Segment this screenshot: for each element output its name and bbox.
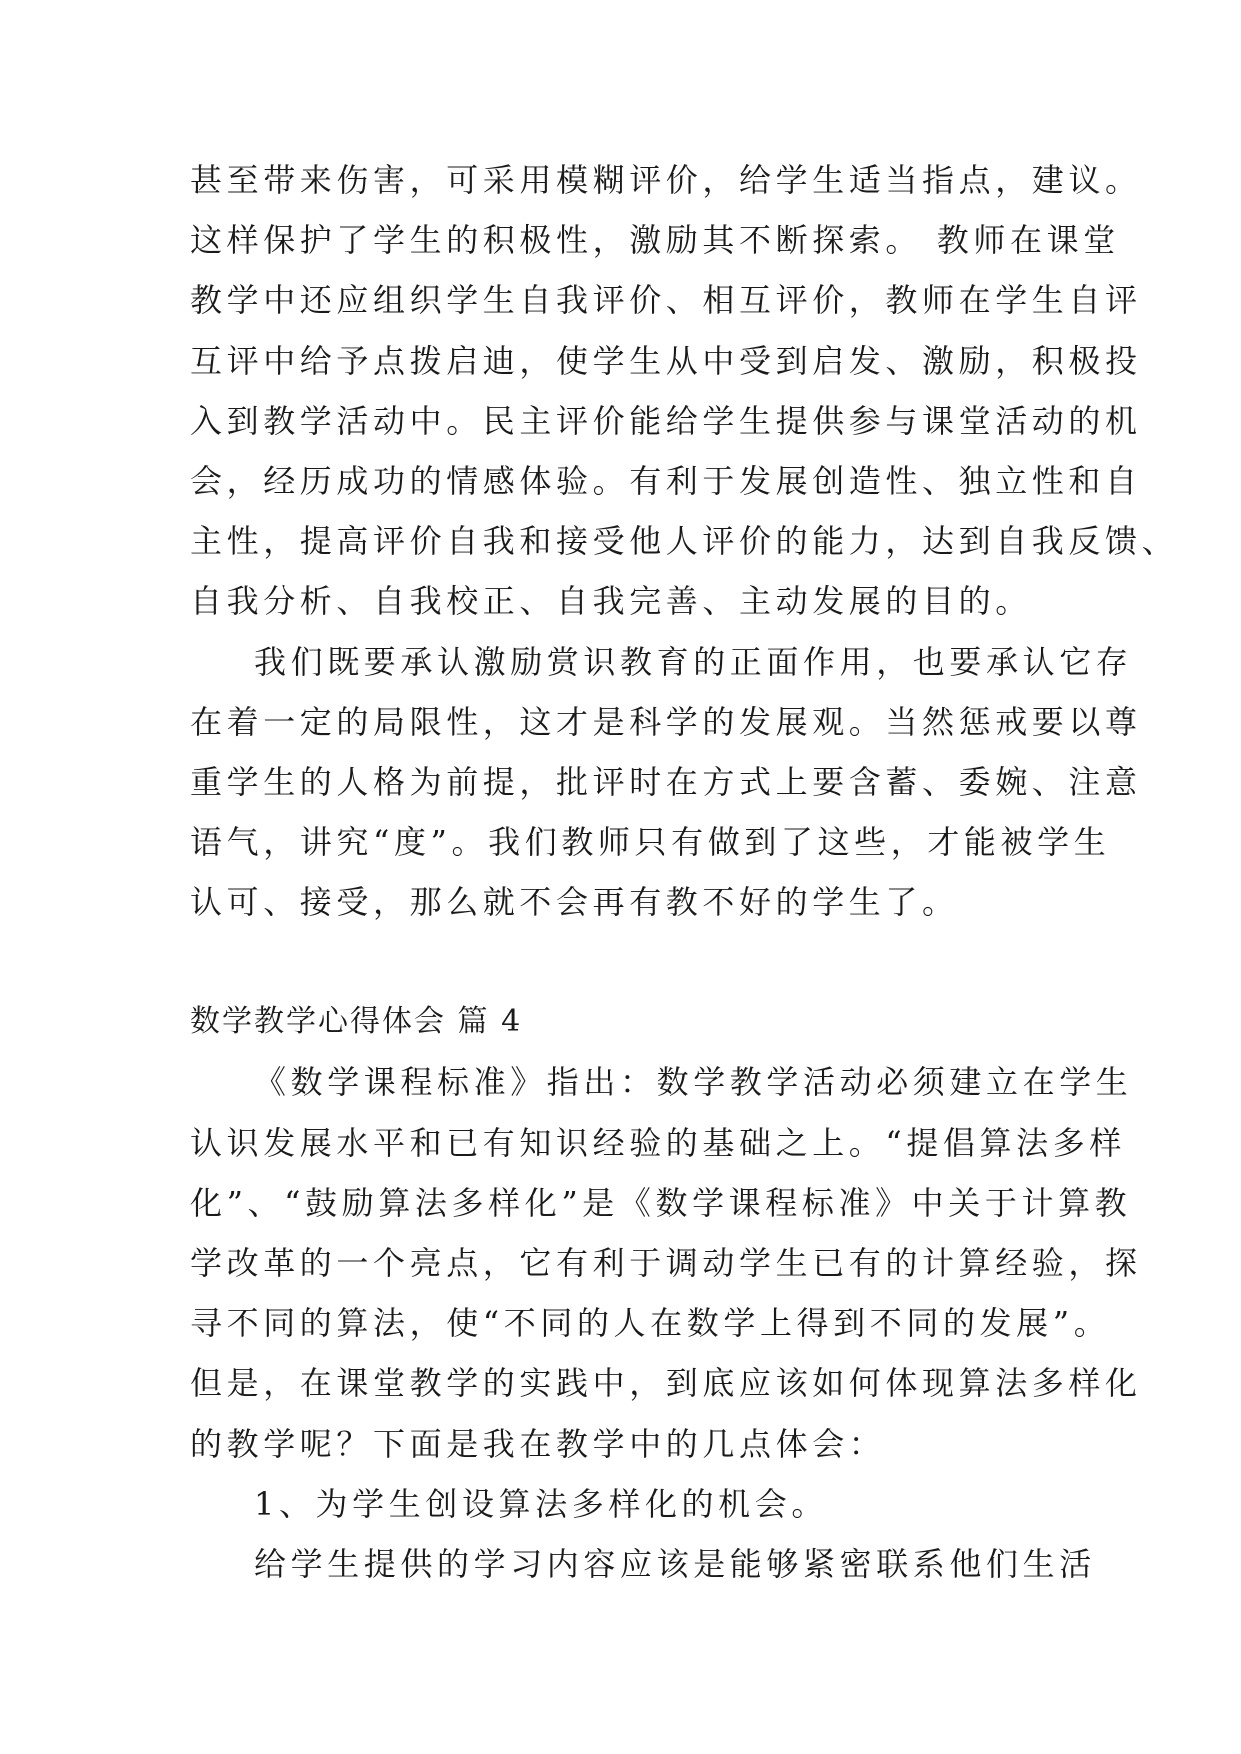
text-line: 互评中给予点拨启迪，使学生从中受到启发、激励，积极投: [190, 341, 1142, 380]
section-heading: 数学教学心得体会 篇 4: [190, 1004, 523, 1040]
text-line: 这样保护了学生的积极性，激励其不断探索。 教师在课堂: [190, 221, 1120, 260]
text-line: 甚至带来伤害，可采用模糊评价，给学生适当指点，建议。: [190, 161, 1142, 199]
text-line: 会，经历成功的情感体验。有利于发展创造性、独立性和自: [190, 461, 1142, 500]
paragraph-encouragement: [190, 632, 1142, 933]
text-line: 认识发展水平和已有知识经验的基础之上。“提倡算法多样: [190, 1123, 1126, 1162]
paragraph-curriculum-standard: [190, 1052, 1142, 1473]
text-line: 在着一定的局限性，这才是科学的发展观。当然惩戒要以尊: [190, 702, 1142, 741]
text-line: 教学中还应组织学生自我评价、相互评价，教师在学生自评: [190, 281, 1142, 320]
text-line: 的教学呢？下面是我在教学中的几点体会：: [190, 1424, 886, 1463]
paragraph-evaluation: [190, 150, 1179, 632]
text-line: 重学生的人格为前提，批评时在方式上要含蓄、委婉、注意: [190, 762, 1142, 801]
text-line: 学改革的一个亮点，它有利于调动学生已有的计算经验，探: [190, 1244, 1142, 1282]
text-line: 语气，讲究“度”。我们教师只有做到了这些，才能被学生: [190, 823, 1111, 862]
text-line: 给学生提供的学习内容应该是能够紧密联系他们生活: [254, 1544, 1096, 1583]
text-line: 我们既要承认激励赏识教育的正面作用，也要承认它存: [254, 642, 1133, 681]
text-line: 自我分析、自我校正、自我完善、主动发展的目的。: [190, 582, 1032, 621]
paragraph-point-1: [190, 1474, 1050, 1534]
document-page: [190, 150, 1179, 1594]
text-line: 主性，提高评价自我和接受他人评价的能力，达到自我反馈、: [190, 522, 1179, 561]
text-line: 入到教学活动中。民主评价能给学生提供参与课堂活动的机: [190, 401, 1142, 440]
text-line: 化”、“鼓励算法多样化”是《数学课程标准》中关于计算教: [190, 1183, 1132, 1222]
text-line: 认可、接受，那么就不会再有教不好的学生了。: [190, 883, 959, 922]
text-line: 但是，在课堂教学的实践中，到底应该如何体现算法多样化: [190, 1364, 1142, 1403]
text-line: 《数学课程标准》指出：数学教学活动必须建立在学生: [254, 1063, 1133, 1102]
text-line: 1、为学生创设算法多样化的机会。: [254, 1484, 828, 1523]
section-gap: [190, 932, 1050, 992]
paragraph-learning-content: [190, 1534, 1096, 1594]
text-line: 寻不同的算法，使“不同的人在数学上得到不同的发展”。: [190, 1304, 1111, 1343]
